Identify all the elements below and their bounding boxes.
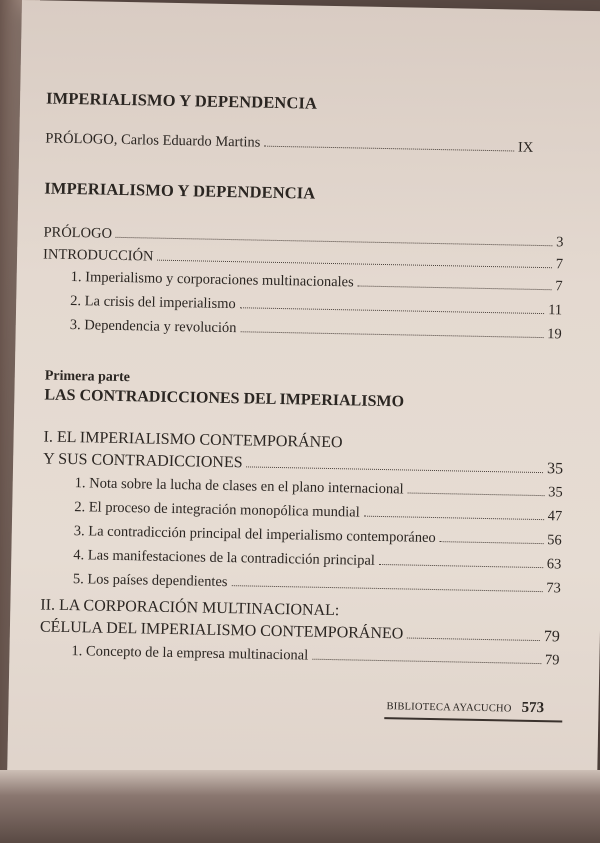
toc-row-section [70, 293, 562, 319]
dot-leader [358, 285, 552, 290]
dot-leader [240, 331, 543, 338]
toc-page: 7 [555, 256, 564, 273]
page-edge-shadow [0, 770, 600, 843]
footer-rule [384, 717, 562, 722]
toc-page: 56 [547, 532, 562, 549]
dot-leader [247, 466, 544, 473]
page-number: 573 [521, 699, 545, 717]
toc-page: IX [517, 139, 534, 156]
toc-row-section [74, 523, 562, 549]
toc-page: 11 [548, 302, 563, 319]
toc-row-section [74, 499, 562, 525]
toc-front-prologo [45, 130, 533, 156]
toc-page: 7 [555, 278, 563, 295]
book-title-top: IMPERIALISMO Y DEPENDENCIA [45, 88, 318, 113]
part-label: Primera parte [44, 368, 131, 386]
toc-label: PRÓLOGO, Carlos Eduardo Martins [45, 130, 261, 151]
dot-leader [116, 237, 552, 246]
toc-label: 3. La contradicción principal del imperialismo contemporáneo [73, 523, 436, 547]
chapter-2-row [40, 618, 560, 646]
toc-page: 63 [546, 556, 562, 573]
toc-row-section [73, 571, 561, 597]
toc-page: 73 [546, 580, 561, 597]
chapter-1-row [43, 450, 563, 478]
dot-leader [157, 260, 551, 269]
toc-label: INTRODUCCIÓN [42, 246, 154, 265]
dot-leader [407, 638, 540, 642]
chapter-1-title: I. EL IMPERIALISMO CONTEMPORÁNEO [43, 428, 343, 452]
toc-row-section [71, 643, 559, 669]
dot-leader [312, 659, 541, 664]
dot-leader [231, 585, 542, 592]
dot-leader [240, 307, 544, 314]
toc-page: 3 [556, 234, 564, 251]
toc-page: 35 [546, 460, 564, 478]
dot-leader [440, 541, 544, 544]
toc-label: PRÓLOGO [43, 224, 113, 242]
toc-label: Y SUS CONTRADICCIONES [43, 450, 243, 472]
page-footer [386, 697, 544, 717]
toc-label: 3. Dependencia y revolución [69, 316, 237, 337]
toc-label: 4. Las manifestaciones de la contradicción principal [73, 547, 376, 569]
book-page [7, 0, 600, 801]
toc-label: 2. La crisis del imperialismo [70, 292, 236, 313]
dot-leader [408, 492, 545, 496]
publisher-name: BIBLIOTECA AYACUCHO [386, 701, 512, 715]
toc-page: 35 [547, 484, 563, 501]
book-title-second: IMPERIALISMO Y DEPENDENCIA [44, 178, 316, 203]
toc-row-section [75, 475, 563, 501]
toc-page: 19 [547, 326, 562, 343]
toc-row-section [71, 269, 563, 295]
toc-label: 5. Los países dependientes [72, 571, 228, 591]
toc-page: 79 [543, 628, 561, 646]
toc-page: 79 [544, 652, 560, 669]
toc-label: 1. Nota sobre la lucha de clases en el plano internacional [74, 475, 404, 498]
toc-label: 1. Imperialismo y corporaciones multinacionales [70, 268, 354, 291]
dot-leader [379, 564, 543, 568]
toc-label: CÉLULA DEL IMPERIALISMO CONTEMPORÁNEO [39, 618, 404, 643]
chapter-2-title: II. LA CORPORACIÓN MULTINACIONAL: [40, 596, 340, 620]
toc-label: 1. Concepto de la empresa multinacional [71, 643, 309, 664]
toc-page: 47 [547, 508, 563, 525]
dot-leader [364, 516, 544, 520]
toc-row-section [73, 547, 561, 573]
toc-row-section [70, 317, 562, 343]
dot-leader [264, 146, 514, 152]
toc-label: 2. El proceso de integración monopólica mundial [74, 499, 360, 521]
part-title: LAS CONTRADICCIONES DEL IMPERIALISMO [44, 386, 405, 411]
